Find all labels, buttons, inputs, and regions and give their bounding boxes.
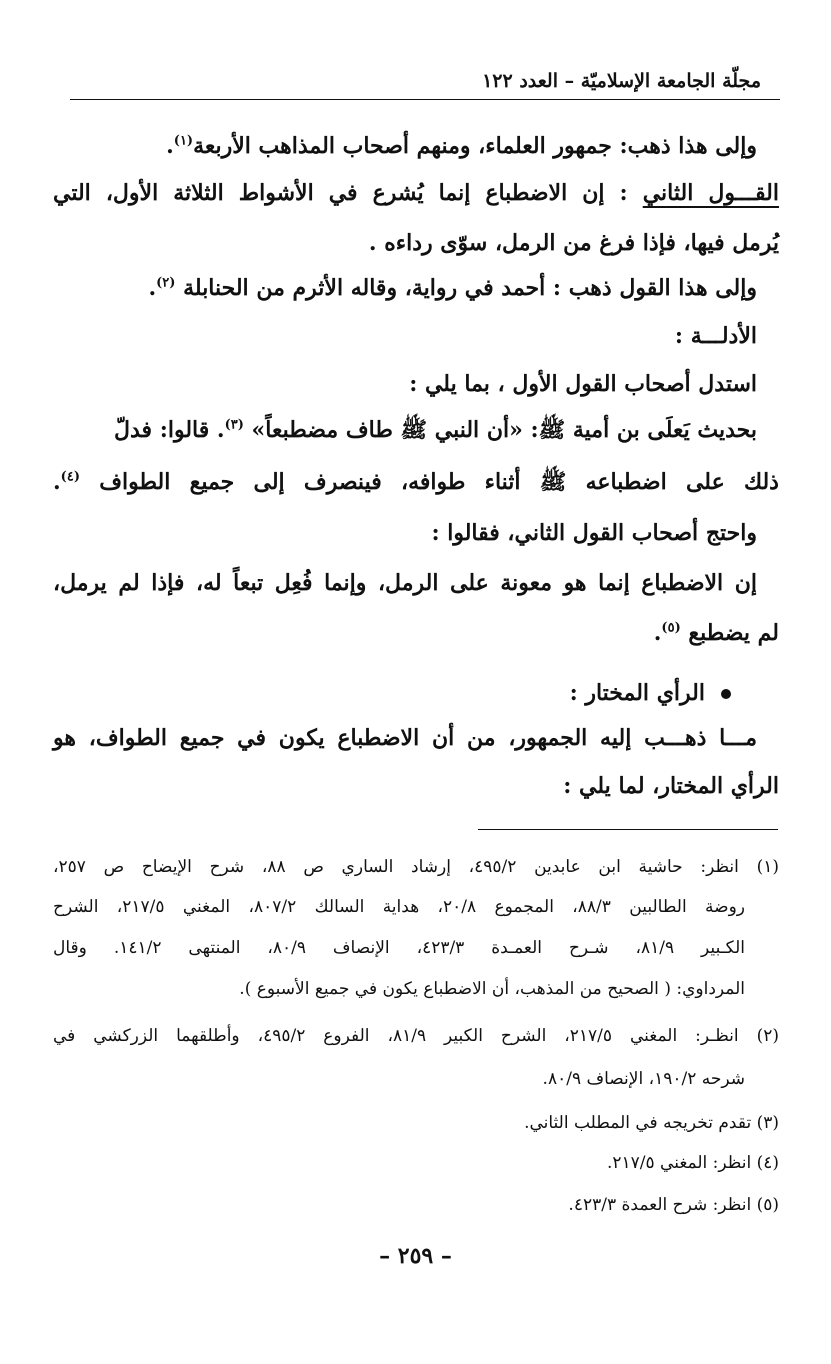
line-text: يُرمل فيها، فإذا فرغ من الرمل، سوّى رداءه . <box>368 230 779 256</box>
line-text: : إن الاضطباع إنما يُشرع في الأشواط الثلاثة الأول، التي <box>53 180 628 206</box>
second-opinion-label: القـــول الثاني <box>642 180 780 206</box>
line-text: الأدلـــة : <box>674 323 757 349</box>
footnote-line: الكـبير ٨١/٩، شـرح العمـدة ٤٢٣/٣، الإنصاف ٨٠/٩، المنتهى ١٤١/٢. وقال <box>53 938 745 958</box>
paragraph-line <box>53 364 779 404</box>
line-end: . <box>148 275 157 301</box>
paragraph-line <box>53 410 779 450</box>
page-number: – ٢٥٩ – <box>379 1243 452 1269</box>
section-heading <box>53 316 779 356</box>
footnote-rule <box>478 829 778 830</box>
footnote-line: (٢) انظـر: المغني ٢١٧/٥، الشرح الكبير ٨١/٩، الفروع ٤٩٥/٢، وأطلقهما الزركشي في <box>53 1026 779 1046</box>
paragraph-line <box>53 462 779 502</box>
paragraph-line <box>53 766 779 806</box>
footnote-ref: (٢) <box>156 275 176 291</box>
running-header: مجلّة الجامعة الإسلاميّة – العدد ١٢٢ <box>482 70 761 92</box>
line-text: واحتج أصحاب القول الثاني، فقالوا : <box>431 520 757 546</box>
paragraph-line <box>53 513 779 553</box>
line-text: وإلى هذا القول ذهب : أحمد في رواية، وقاله الأثرم من الحنابلة <box>183 275 757 301</box>
paragraph-line <box>53 268 779 308</box>
paragraph-line <box>53 223 779 263</box>
footnote-line: المرداوي: ( الصحيح من المذهب، أن الاضطباع يكون في جميع الأسبوع ). <box>239 979 745 999</box>
line-text: الرأي المختار : <box>569 680 705 706</box>
footnote-line: روضة الطالبين ٨٨/٣، المجموع ٢٠/٨، هداية السالك ٨٠٧/٢، المغني ٢١٧/٥، الشرح <box>53 897 745 917</box>
line-text: إن الاضطباع إنما هو معونة على الرمل، وإنما فُعِل تبعاً له، فإذا لم يرمل، <box>53 570 757 596</box>
paragraph-line <box>53 563 779 603</box>
line-text: بحديث يَعلَى بن أمية ﷺ: «أن النبي ﷺ طاف مضطبعاً» <box>251 417 757 443</box>
paragraph-line <box>53 126 779 166</box>
footnote-line: (٥) انظر: شرح العمدة ٤٢٣/٣. <box>568 1195 779 1215</box>
header-rule <box>70 99 780 100</box>
paragraph-line <box>53 613 779 653</box>
bullet-heading <box>53 673 779 713</box>
footnote-ref: (٤) <box>60 469 80 485</box>
footnote-line: (٤) انظر: المغني ٢١٧/٥. <box>606 1153 779 1173</box>
footnote-ref: (٣) <box>224 417 244 433</box>
line-text: وإلى هذا ذهب: جمهور العلماء، ومنهم أصحاب المذاهب الأربعة <box>193 133 757 159</box>
line-text: استدل أصحاب القول الأول ، بما يلي : <box>409 371 757 397</box>
paragraph-line <box>53 718 779 758</box>
line-text: الرأي المختار، لما يلي : <box>563 773 779 799</box>
line-text: لم يضطبع <box>688 620 779 646</box>
paragraph-line <box>53 173 779 213</box>
line-end: . <box>653 620 662 646</box>
footnote-ref: (٥) <box>661 620 681 636</box>
line-end: . <box>166 133 174 159</box>
footnote-line: (١) انظر: حاشية ابن عابدين ٤٩٥/٢، إرشاد الساري ص ٨٨، شرح الإيضاح ص ٢٥٧، <box>53 857 779 877</box>
line-text: مـــا ذهـــب إليه الجمهور، من أن الاضطباع يكون في جميع الطواف، هو <box>53 725 757 751</box>
footnote-line: (٣) تقدم تخريجه في المطلب الثاني. <box>524 1113 779 1133</box>
footnote-ref: (١) <box>173 133 194 149</box>
line-end: . <box>53 469 61 495</box>
bullet-icon <box>721 689 731 699</box>
footnote-line: شرحه ١٩٠/٢، الإنصاف ٨٠/٩. <box>542 1069 745 1089</box>
line-end: . قالوا: فدلّ <box>114 417 225 443</box>
line-text: ذلك على اضطباعه ﷺ أثناء طوافه، فينصرف إلى جميع الطواف <box>99 469 779 495</box>
